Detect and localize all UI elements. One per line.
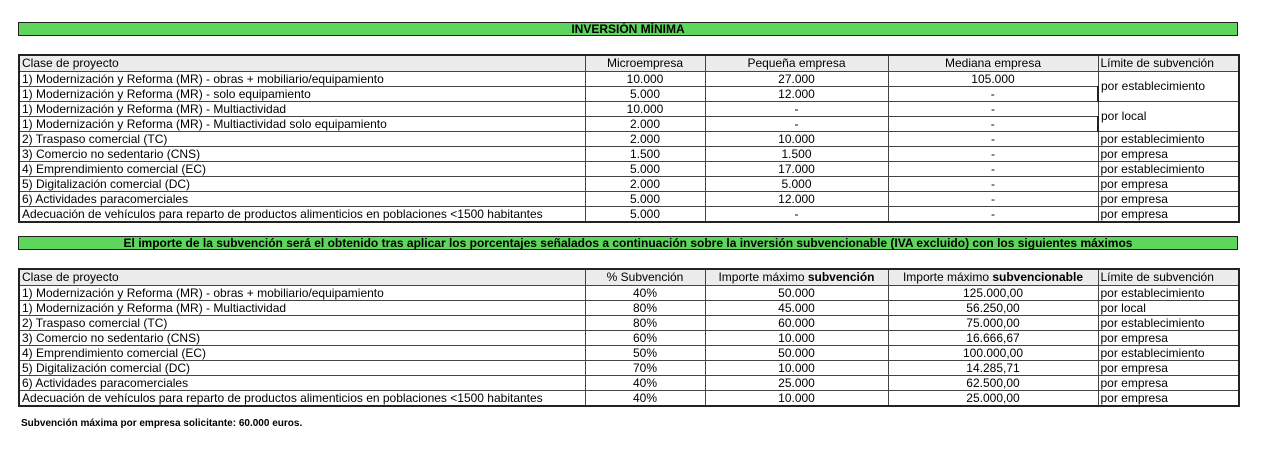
microempresa-cell: 5.000	[585, 87, 705, 102]
subsidy-limit-cell: por empresa	[1098, 147, 1239, 162]
project-class-cell: 1) Modernización y Reforma (MR) - obras + mobiliario/equipamiento	[19, 72, 585, 87]
microempresa-cell: 5.000	[585, 192, 705, 207]
mediana-empresa-cell: -	[888, 147, 1098, 162]
subsidy-limit-cell: por establecimiento	[1098, 316, 1239, 331]
subsidy-limit-cell: por local	[1098, 102, 1239, 132]
microempresa-cell: 1.500	[585, 147, 705, 162]
subsidy-limit-cell: por empresa	[1098, 192, 1239, 207]
max-subsidy-cell: 45.000	[705, 301, 888, 316]
mediana-empresa-cell: -	[888, 207, 1098, 223]
table-row	[19, 102, 1239, 117]
header-project-class: Clase de proyecto	[19, 55, 585, 72]
max-subsidizable-cell: 125.000,00	[888, 286, 1098, 301]
project-class-cell: 1) Modernización y Reforma (MR) - Multiactividad	[19, 301, 585, 316]
table-row	[19, 301, 1239, 316]
pequena-empresa-cell: 27.000	[705, 72, 888, 87]
subsidy-percent-cell: 40%	[585, 286, 705, 301]
pequena-empresa-cell: 12.000	[705, 87, 888, 102]
mediana-empresa-cell: -	[888, 117, 1098, 132]
pequena-empresa-cell: -	[705, 102, 888, 117]
microempresa-cell: 2.000	[585, 177, 705, 192]
project-class-cell: 5) Digitalización comercial (DC)	[19, 177, 585, 192]
max-subsidy-cell: 10.000	[705, 331, 888, 346]
project-class-cell: Adecuación de vehículos para reparto de productos alimenticios en poblaciones <1500 habitantes	[19, 391, 585, 407]
subsidy-limit-cell: por local	[1098, 301, 1239, 316]
max-subsidy-cell: 60.000	[705, 316, 888, 331]
mediana-empresa-cell: -	[888, 192, 1098, 207]
subsidy-limit-cell: por empresa	[1098, 331, 1239, 346]
header-subsidy-limit: Límite de subvención	[1098, 55, 1239, 72]
project-class-cell: 4) Emprendimiento comercial (EC)	[19, 162, 585, 177]
max-subsidy-cell: 10.000	[705, 391, 888, 407]
header-max-subsidy-prefix: Importe máximo	[718, 270, 808, 284]
max-subsidizable-cell: 14.285,71	[888, 361, 1098, 376]
table-row	[19, 72, 1239, 87]
header-max-subsidizable-bold: subvencionable	[992, 270, 1084, 284]
mediana-empresa-cell: -	[888, 87, 1098, 102]
subsidy-limit-cell: por establecimiento	[1098, 132, 1239, 147]
header-max-subsidy-amount	[705, 269, 888, 286]
table-row	[19, 391, 1239, 407]
subsidy-percent-cell: 40%	[585, 376, 705, 391]
mediana-empresa-cell: -	[888, 102, 1098, 117]
mediana-empresa-cell: -	[888, 162, 1098, 177]
subsidy-amount-banner: El importe de la subvención será el obtenido tras aplicar los porcentajes señalados a continuación sobre la inversión subvencionable (IVA excluido) con los siguientes máximos	[18, 236, 1238, 250]
max-subsidy-cell: 10.000	[705, 361, 888, 376]
header-max-subsidizable-prefix: Importe máximo	[902, 270, 993, 284]
subsidy-limit-cell: por empresa	[1098, 177, 1239, 192]
subsidy-limit-cell: por empresa	[1098, 376, 1239, 391]
table-row	[19, 117, 1239, 132]
subsidy-limit-cell: por establecimiento	[1098, 72, 1239, 102]
subsidy-percent-cell: 80%	[585, 316, 705, 331]
subsidy-limit-cell: por establecimiento	[1098, 162, 1239, 177]
subsidy-limit-cell: por establecimiento	[1098, 346, 1239, 361]
pequena-empresa-cell: -	[705, 207, 888, 223]
project-class-cell: 6) Actividades paracomerciales	[19, 376, 585, 391]
table-row	[19, 87, 1239, 102]
microempresa-cell: 2.000	[585, 132, 705, 147]
project-class-cell: 3) Comercio no sedentario (CNS)	[19, 331, 585, 346]
header-microempresa: Microempresa	[585, 55, 705, 72]
subsidy-percent-cell: 80%	[585, 301, 705, 316]
project-class-cell: 2) Traspaso comercial (TC)	[19, 132, 585, 147]
header-max-subsidizable-amount	[888, 269, 1098, 286]
project-class-cell: 1) Modernización y Reforma (MR) - Multiactividad solo equipamiento	[19, 117, 585, 132]
table-header-row	[19, 269, 1239, 286]
max-subsidizable-cell: 16.666,67	[888, 331, 1098, 346]
project-class-cell: 1) Modernización y Reforma (MR) - Multiactividad	[19, 102, 585, 117]
table-row	[19, 177, 1239, 192]
header-subsidy-limit: Límite de subvención	[1098, 269, 1239, 286]
subsidy-maximums-table	[18, 268, 1240, 407]
project-class-cell: 5) Digitalización comercial (DC)	[19, 361, 585, 376]
subsidy-percent-cell: 50%	[585, 346, 705, 361]
pequena-empresa-cell: 10.000	[705, 132, 888, 147]
max-subsidizable-cell: 25.000,00	[888, 391, 1098, 407]
pequena-empresa-cell: -	[705, 117, 888, 132]
header-mediana-empresa: Mediana empresa	[888, 55, 1098, 72]
pequena-empresa-cell: 17.000	[705, 162, 888, 177]
pequena-empresa-cell: 12.000	[705, 192, 888, 207]
table-row	[19, 346, 1239, 361]
max-subsidizable-cell: 100.000,00	[888, 346, 1098, 361]
subsidy-limit-cell: por empresa	[1098, 361, 1239, 376]
table-row	[19, 132, 1239, 147]
table-row	[19, 361, 1239, 376]
table-row	[19, 162, 1239, 177]
project-class-cell: 4) Emprendimiento comercial (EC)	[19, 346, 585, 361]
microempresa-cell: 2.000	[585, 117, 705, 132]
subsidy-percent-cell: 60%	[585, 331, 705, 346]
table-row	[19, 316, 1239, 331]
table-row	[19, 286, 1239, 301]
microempresa-cell: 10.000	[585, 102, 705, 117]
subsidy-limit-cell: por empresa	[1098, 207, 1239, 223]
max-subsidy-cell: 25.000	[705, 376, 888, 391]
max-subsidizable-cell: 56.250,00	[888, 301, 1098, 316]
max-subsidy-cell: 50.000	[705, 286, 888, 301]
table-row	[19, 147, 1239, 162]
project-class-cell: 2) Traspaso comercial (TC)	[19, 316, 585, 331]
microempresa-cell: 5.000	[585, 207, 705, 223]
project-class-cell: 1) Modernización y Reforma (MR) - obras + mobiliario/equipamiento	[19, 286, 585, 301]
minimum-investment-table	[18, 54, 1240, 223]
max-subsidizable-cell: 62.500,00	[888, 376, 1098, 391]
project-class-cell: 1) Modernización y Reforma (MR) - solo equipamiento	[19, 87, 585, 102]
max-subsidy-footnote: Subvención máxima por empresa solicitante: 60.000 euros.	[21, 418, 303, 429]
max-subsidy-cell: 50.000	[705, 346, 888, 361]
table-row	[19, 192, 1239, 207]
pequena-empresa-cell: 1.500	[705, 147, 888, 162]
mediana-empresa-cell: 105.000	[888, 72, 1098, 87]
table-row	[19, 376, 1239, 391]
table-header-row	[19, 55, 1239, 72]
table-row	[19, 331, 1239, 346]
mediana-empresa-cell: -	[888, 132, 1098, 147]
subsidy-percent-cell: 40%	[585, 391, 705, 407]
max-subsidizable-cell: 75.000,00	[888, 316, 1098, 331]
minimum-investment-banner: INVERSIÓN MÍNIMA	[18, 22, 1238, 36]
subsidy-limit-cell: por empresa	[1098, 391, 1239, 407]
mediana-empresa-cell: -	[888, 177, 1098, 192]
microempresa-cell: 5.000	[585, 162, 705, 177]
subsidy-limit-cell: por establecimiento	[1098, 286, 1239, 301]
subsidy-percent-cell: 70%	[585, 361, 705, 376]
microempresa-cell: 10.000	[585, 72, 705, 87]
header-max-subsidy-bold: subvención	[807, 270, 875, 284]
project-class-cell: Adecuación de vehículos para reparto de productos alimenticios en poblaciones <1500 habitantes	[19, 207, 585, 223]
project-class-cell: 6) Actividades paracomerciales	[19, 192, 585, 207]
header-pequena-empresa: Pequeña empresa	[705, 55, 888, 72]
header-project-class: Clase de proyecto	[19, 269, 585, 286]
table-row	[19, 207, 1239, 223]
header-subsidy-percent: % Subvención	[585, 269, 705, 286]
project-class-cell: 3) Comercio no sedentario (CNS)	[19, 147, 585, 162]
pequena-empresa-cell: 5.000	[705, 177, 888, 192]
